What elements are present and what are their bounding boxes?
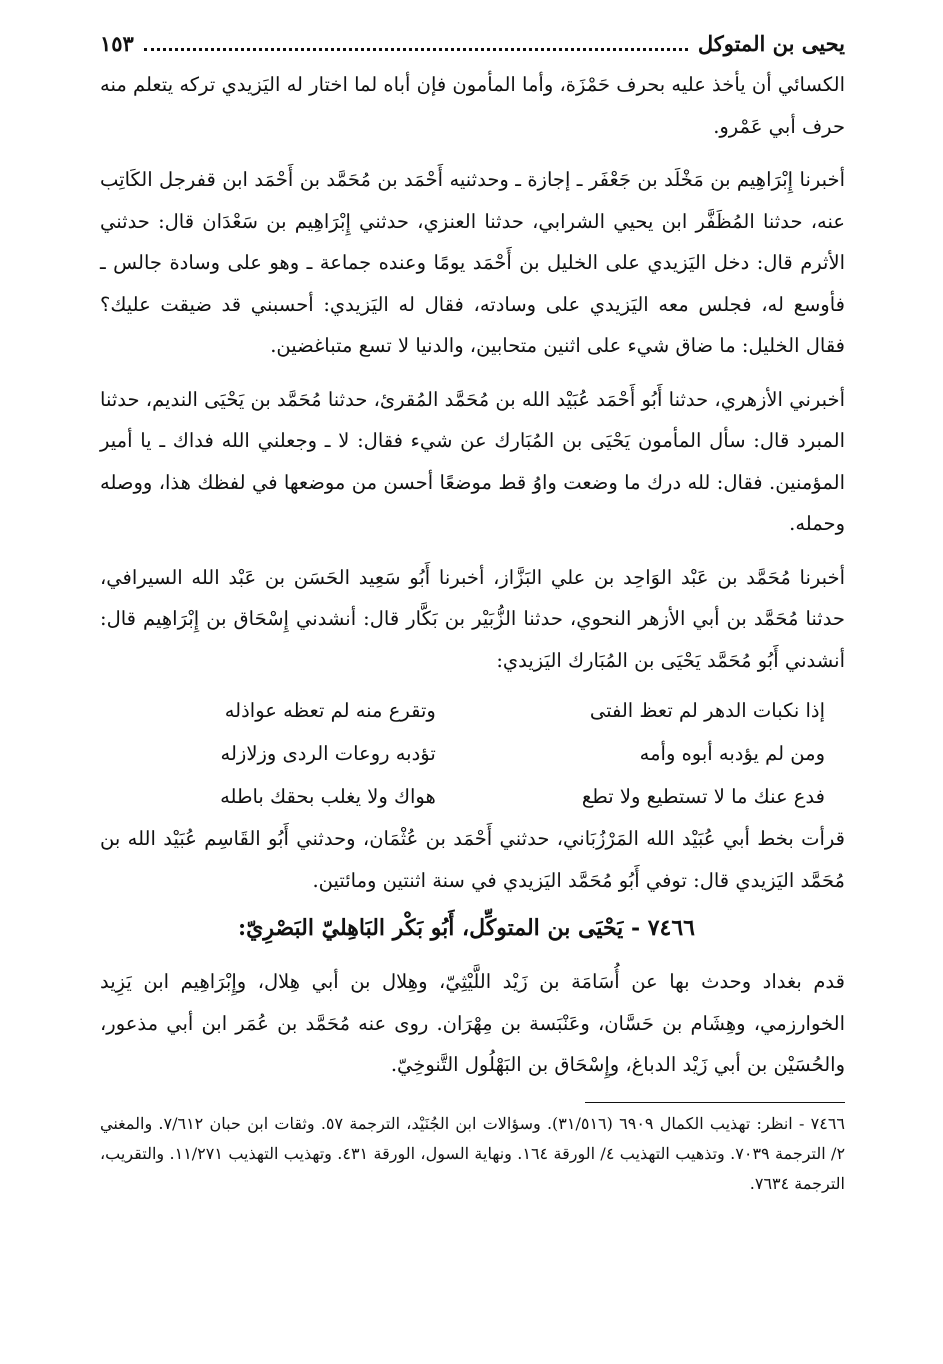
verse-first-hemistich: فدع عنك ما لا تستطيع ولا تطع bbox=[581, 785, 825, 808]
paragraph-3: أخبرني الأزهري، حدثنا أَبُو أَحْمَد عُبَيْد الله بن مُحَمَّد المُقرئ، حدثنا مُحَمَّد بن يَحْيَى النديم، حدثنا المبرد قال: سأل المأمون يَحْيَى بن المُبَارك عن شيء فقال: لا ـ وجعلني الله فداك ـ يا أمير المؤمنين. فقال: لله درك ما وضعت واوُ قط موضعًا أحسن من موضعها في لفظك هذا، ووصله وحمله. bbox=[100, 387, 845, 535]
leader-dots bbox=[144, 48, 688, 51]
verse-second-hemistich: وتقرع منه لم تعظه عواذله bbox=[224, 699, 436, 722]
poem-verse bbox=[100, 775, 845, 818]
page-number: ١٥٣ bbox=[100, 31, 134, 56]
verse-first-hemistich: إذا نكبات الدهر لم تعظ الفتى bbox=[589, 699, 825, 722]
running-head-title: يحيى بن المتوكل bbox=[697, 31, 845, 56]
poem bbox=[100, 689, 845, 818]
verse-second-hemistich: تؤدبه روعات الردى وزلازله bbox=[220, 742, 436, 765]
poem-verse bbox=[100, 689, 845, 732]
paragraph-2: أخبرنا إِبْرَاهِيم بن مَخْلَد بن جَعْفَر ـ إجازة ـ وحدثنيه أَحْمَد بن مُحَمَّد بن أَحْمَد ابن قفرجل الكَاتِب عنه، حدثنا المُظَفَّر ابن يحيي الشرابي، حدثنا العنزي، حدثني إِبْرَاهِيم بن سَعْدَان قال: حدثني الأثرم قال: دخل اليَزيدي على الخليل بن أَحْمَد يومًا وعنده جماعة ـ وهو على وسادة جالس ـ فأوسع له، فجلس معه اليَزيدي على وسادته، فقال له اليَزيدي: أحسبني قد ضيقت عليك؟ فقال الخليل: ما ضاق شيء على اثنين متحابين، والدنيا لا تسع متباغضين. bbox=[100, 168, 845, 357]
paragraph-after-poem: قرأت بخط أبي عُبَيْد الله المَرْزُبَاني، حدثني أَحْمَد بن عُثْمَان، وحدثني أَبُو القَاسِم عُبَيْد الله بن مُحَمَّد اليَزيدي قال: توفي أَبُو مُحَمَّد اليَزيدي في سنة اثنتين ومائتين. bbox=[100, 827, 845, 892]
entry-heading: ٧٤٦٦ - يَحْيَى بن المتوكِّل، أَبُو بَكْر البَاهِليّ البَصْرِيّ: bbox=[237, 915, 695, 941]
verse-first-hemistich: ومن لم يؤدبه أبوه وأمه bbox=[639, 742, 825, 765]
entry-body: قدم بغداد وحدث بها عن أُسَامَة بن زَيْد اللَّيْثِيّ، وهِلال بن أبي هِلال، وإِبْرَاهِيم ابن يَزِيد الخوارزمي، وهِشَام بن حَسَّان، وعَنْبَسة بن مِهْرَان. روى عنه مُحَمَّد بن عُمَر ابن أبي مذعور، والحُسَيْن بن أبي زَيْد الدباغ، وإِسْحَاق بن البَهْلُول التَّنوخِيّ. bbox=[100, 970, 845, 1076]
poem-verse bbox=[100, 732, 845, 775]
running-head bbox=[100, 28, 845, 64]
paragraph-4: أخبرنا مُحَمَّد بن عَبْد الوَاحِد بن علي البَزَّاز، أخبرنا أَبُو سَعِيد الحَسَن بن عَبْد الله السيرافي، حدثنا مُحَمَّد بن أبي الأزهر النحوي، حدثنا الزُّبَيْر بن بَكَّار قال: أنشدني إِسْحَاق بن إِبْرَاهِيم قال: أنشدني أَبُو مُحَمَّد يَحْيَى بن المُبَارك اليَزيدي: bbox=[100, 565, 845, 672]
paragraph-1: الكسائي أن يأخذ عليه بحرف حَمْزَة، وأما المأمون فإن أباه لما اختار له اليَزيدي تركه يتعلم منه حرف أبي عَمْرو. bbox=[99, 73, 845, 138]
verse-second-hemistich: هواك ولا يغلب بحقك باطله bbox=[220, 785, 436, 808]
footnote-divider bbox=[585, 1102, 845, 1103]
footnote: ٧٤٦٦ - انظر: تهذيب الكمال ٦٩٠٩ (٣١/٥١٦). وسؤالات ابن الجُنَيْد، الترجمة ٥٧. وثقات ابن حبان ٧/٦١٢. والمغني ٢/ الترجمة ٧٠٣٩. وتذهيب التهذيب ٤/ الورقة ١٦٤. ونهاية السول، الورقة ٤٣١. وتهذيب التهذيب ١١/٢٧١. والتقريب، الترجمة ٧٦٣٤. bbox=[100, 1113, 846, 1193]
